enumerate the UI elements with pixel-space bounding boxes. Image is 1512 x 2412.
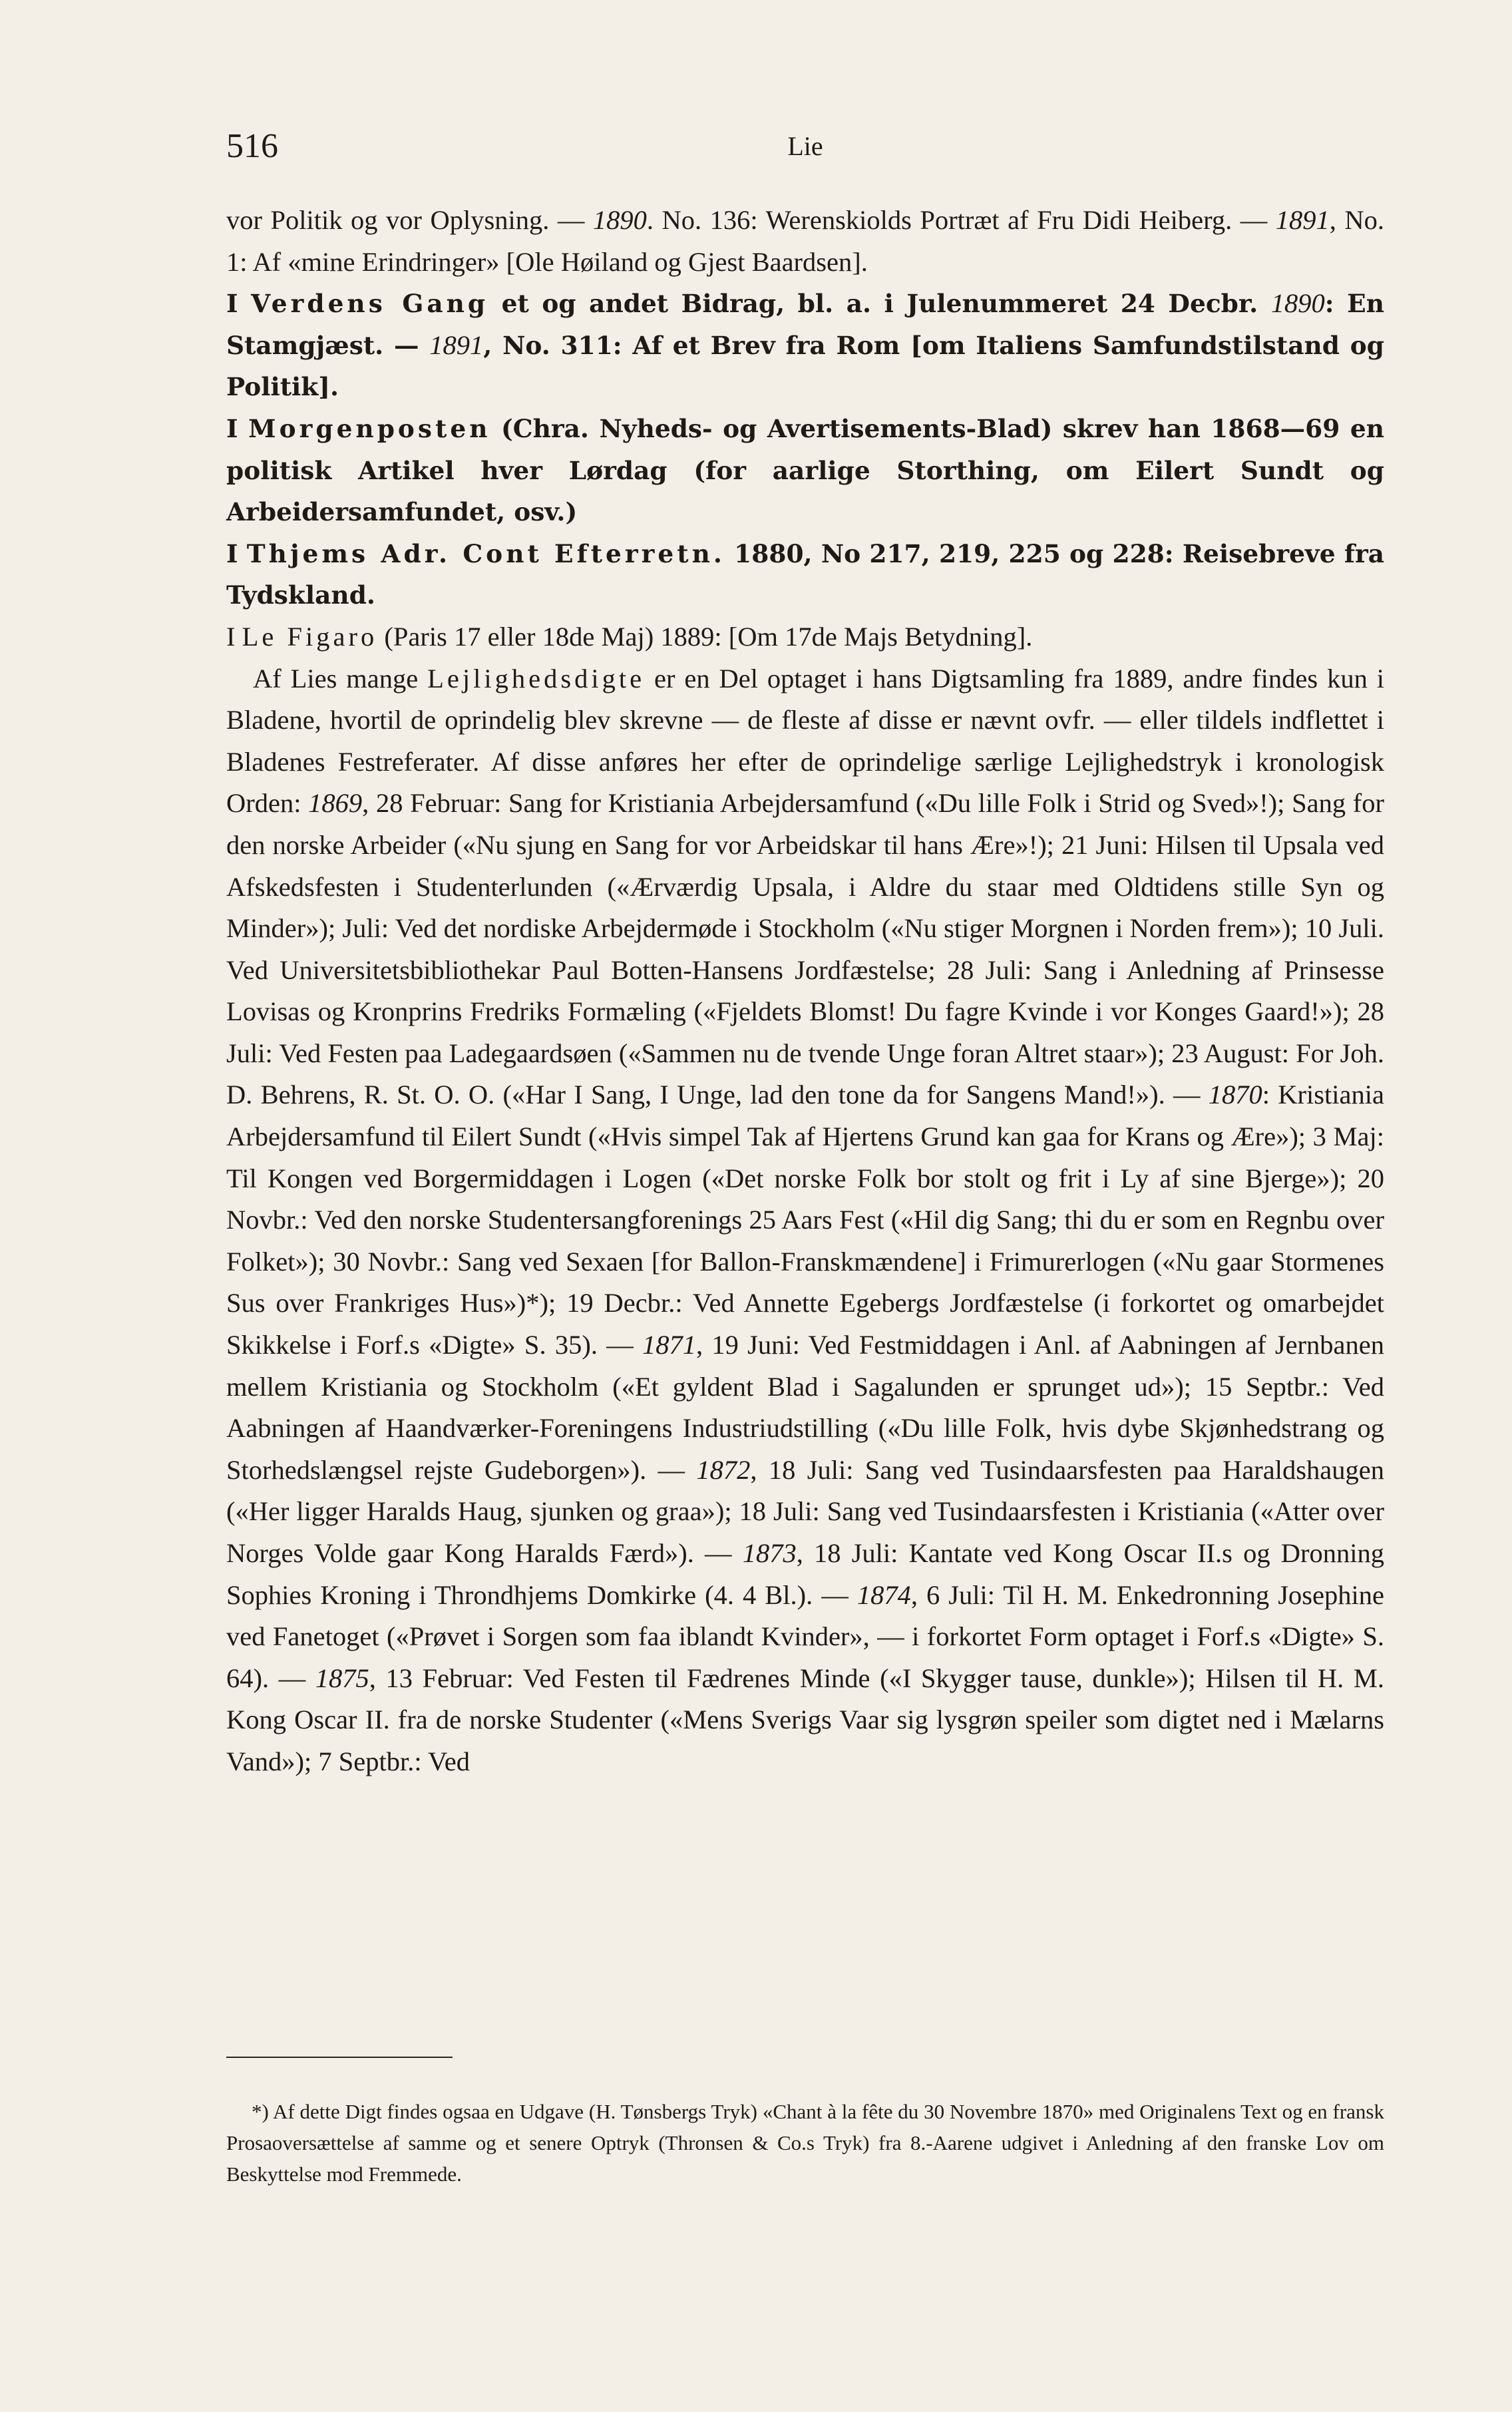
paragraph-thjems-adresse (226, 533, 1384, 616)
text-run: 1891 (1275, 205, 1330, 235)
text-run: 1890 (592, 205, 647, 235)
text-run: : Kristiania Arbejdersamfund til Eilert Sundt («Hvis simpel Tak af Hjertens Grund kan gaa for Krans og Ære»); 3 Maj: Til Kongen ved Borgermiddagen i Logen («Det norske Folk bor stolt og frit i Ly af sine Bjerge»); 20 Novbr.: Ved den norske Studentersangforenings 25 Aars Fest («Hil dig Sang; thi du er som en Regnbu over Folket»); 30 Novbr.: Sang ved Sexaen [for Ballon-Franskmændene] i Frimurerlogen («Nu gaar Stormenes Sus over Frankriges Hus»)*); 19 Decbr.: Ved Annette Egebergs Jordfæstelse (i forkortet og omarbejdet Skikkelse i Forf.s «Digte» S. 35). — (226, 1080, 1384, 1360)
running-title: Lie (787, 131, 823, 161)
text-run: 1870 (1208, 1080, 1262, 1110)
text-run: , 18 Juli: Sang ved Tusindaarsfesten paa Haraldshaugen («Her ligger Haralds Haug, sjunken og graa»); 18 Juli: Sang ved Tusindaarsfesten i Kristiania («Atter over Norges Volde gaar Kong Haralds Færd»). — (226, 1454, 1384, 1568)
text-run: 1880, No 217, 219, 225 og 228: Reisebreve fra Tydskland. (226, 538, 1385, 610)
footnote: *) Af dette Digt findes ogsaa en Udgave (H. Tønsbergs Tryk) «Chant à la fête du 30 Novembre 1870» med Originalens Text og en fransk Prosaoversættelse af samme og et senere Optryk (Thronsen & Co.s Tryk) fra 8.-Aarene udgivet i Anledning af den franske Lov om Beskyttelse mod Fremmede. (226, 2100, 1384, 2186)
text-run: , 6 Juli: Til H. M. Enkedronning Josephine ved Fanetoget («Prøvet i Sorgen som faa iblandt Kvinder», — i forkortet Form optaget i Forf.s «Digte» S. 64). — (226, 1579, 1384, 1693)
text-run: 1872 (696, 1454, 751, 1485)
text-run: I (226, 621, 242, 652)
text-run: : En Stamgjæst. — (226, 289, 1385, 360)
text-run: 1871 (642, 1330, 696, 1360)
text-run: I (226, 538, 247, 568)
text-run: Morgenposten (248, 413, 491, 443)
paragraph-verdens-gang-1890 (226, 200, 1384, 283)
text-run: 1869 (308, 788, 363, 819)
text-run: Le Figaro (242, 621, 378, 652)
page-number: 516 (226, 127, 278, 165)
body-text (226, 200, 1384, 1783)
text-run: , 28 Februar: Sang for Kristiania Arbejdersamfund («Du lille Folk i Strid og Sved»!); Sang for den norske Arbeider («Nu sjung en Sang for vor Arbeidskar til hans Ære»!); 21 Juni: Hilsen til Upsala ved Afskedsfesten i Studenterlunden («Ærværdig Upsala, i Aldre du staar med Oldtidens stille Syn og Minder»); Juli: Ved det nordiske Arbejdermøde i Stockholm («Nu stiger Morgnen i Norden frem»); 10 Juli. Ved Universitetsbibliothekar Paul Botten-Hansens Jordfæstelse; 28 Juli: Sang i Anledning af Prinsesse Lovisas og Kronprins Fredriks Formæling («Fjeldets Blomst! Du fagre Kvinde i vor Konges Gaard!»); 28 Juli: Ved Festen paa Ladegaardsøen («Sammen nu de tvende Unge foran Altret staar»); 23 August: For Joh. D. Behrens, R. St. O. O. («Har I Sang, I Unge, lad den tone da for Sangens Mand!»). — (226, 788, 1385, 1110)
text-run: Af Lies mange (253, 663, 428, 694)
text-run: . No. 136: Werenskiolds Portræt af Fru Didi Heiberg. — (646, 205, 1276, 235)
text-run: 1874 (856, 1579, 911, 1610)
text-run: 1890 (1270, 288, 1325, 319)
text-run: I (226, 289, 252, 319)
text-run: vor Politik og vor Oplysning. — (226, 205, 593, 235)
paragraph-verdens-gang (226, 283, 1384, 408)
text-run: I (226, 413, 249, 443)
text-run: 1891 (429, 329, 484, 360)
text-run: , 18 Juli: Kantate ved Kong Oscar II.s og Dronning Sophies Kroning i Throndhjems Domkirke (4. 4 Bl.). — (226, 1538, 1384, 1610)
text-run: (Paris 17 eller 18de Maj) 1889: [Om 17de Majs Betydning]. (377, 621, 1033, 652)
text-run: , 19 Juni: Ved Festmiddagen i Anl. af Aabningen af Jernbanen mellem Kristiania og Stockholm («Et gyldent Blad i Sagalunden er sprunget ud»); 15 Septbr.: Ved Aabningen af Haandværker-Foreningens Industriudstilling («Du lille Folk, hvis dybe Skjønhedstrang og Storhedslængsel rejste Gudeborgen»). — (226, 1330, 1384, 1485)
paragraph-morgenposten (226, 408, 1384, 533)
text-run: Thjems Adr. Cont Efterretn. (246, 538, 725, 568)
paragraph-le-figaro (226, 616, 1384, 658)
text-run: et og andet Bidrag, bl. a. i Julenummeret 24 Decbr. (488, 289, 1271, 319)
text-run: Lejlighedsdigte (427, 663, 646, 694)
page-header (226, 126, 1384, 180)
text-run: , No. 311: Af et Brev fra Rom [om Italiens Samfundstilstand og Politik]. (226, 330, 1384, 402)
text-run: er en Del optaget i hans Digtsamling fra 1889, andre findes kun i Bladene, hvortil de oprindelig blev skrevne — de fleste af disse er nævnt ovfr. — eller tildels indflettet i Bladenes Festreferater. Af disse anføres her efter de oprindelige særlige Lejlighedstryk i kronologisk Orden: (226, 663, 1384, 819)
text-run: 1873 (742, 1538, 797, 1568)
text-run: , 13 Februar: Ved Festen til Fædrenes Minde («I Skygger tause, dunkle»); Hilsen til H. M. Kong Oscar II. fra de norske Studenter («Mens Sverigs Vaar sig lysgrøn speiler som digtet ned i Mælarns Vand»); 7 Septbr.: Ved (226, 1663, 1384, 1776)
text-run: , No. 1: Af «mine Erindringer» [Ole Høiland og Gjest Baardsen]. (226, 205, 1385, 277)
footnote-divider (226, 2057, 453, 2058)
paragraph-lejlighedsdigte (226, 658, 1384, 1783)
text-run: (Chra. Nyheds- og Avertisements-Blad) skrev han 1868—69 en politisk Artikel hver Lørdag (for aarlige Storthing, om Eilert Sundt og Arbeidersamfundet, osv.) (226, 413, 1384, 527)
text-run: 1875 (315, 1663, 369, 1693)
text-run: Verdens Gang (251, 289, 489, 319)
